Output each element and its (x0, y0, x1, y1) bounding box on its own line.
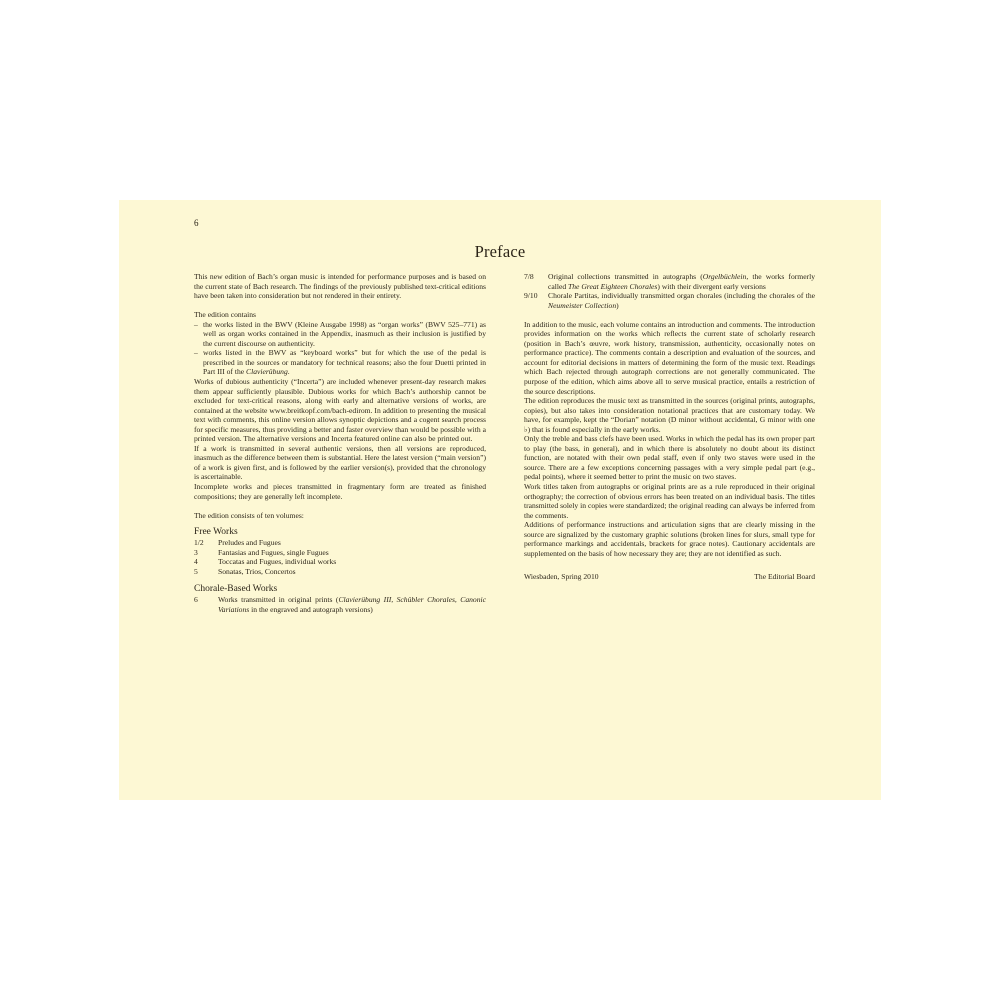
contains-heading: The edition contains (194, 310, 256, 320)
editorial-board-signature: The Editorial Board (754, 572, 815, 582)
intro-comments-paragraph: In addition to the music, each volume contains an introduction and comments. The introduction provides information on the works which reflects the current state of scholarly research (position in Bach’s œuvre, work history, transmission, authenticity, occasionally notes on performance practice). The comments contain a description and evaluation of the sources, and account for editorial decisions in matters of determining the form of the music text. Readings which Bach rejected through autograph corrections are not generally communicated. The purpose of the edition, which aims above all to serve musical practice, entails a restriction of the source descriptions. (524, 319, 815, 396)
place-date: Wiesbaden, Spring 2010 (524, 572, 599, 582)
music-text-paragraph: The edition reproduces the music text as transmitted in the sources (original prints, autographs, copies), but also takes into consideration notational practices that are customary today. We have, for example, kept the “Dorian” notation (D minor without accidental, G minor with one ♭) that is found especially in the early works. (524, 396, 815, 434)
signature-line (524, 572, 815, 582)
incomplete-paragraph: Incomplete works and pieces transmitted in fragmentary form are treated as finished compositions; they are generally left incomplete. (194, 481, 486, 501)
versions-paragraph: If a work is transmitted in several authentic versions, then all versions are reproduced, inasmuch as the difference between them is substantial. Here the latest version (“main version”) of a work is given first, and is followed by the earlier version(s), provided that the chronology is ascertainable. (194, 443, 486, 482)
clefs-paragraph: Only the treble and bass clefs have been used. Works in which the pedal has its own proper part to play (the bass, in general), and in which there is absolutely no doubt about its distinct function, are notated with their own pedal staff, even if only two staves were used in the source. There are a few exceptions concerning passages with a very simple pedal part (e.g., pedal points), where it seemed better to print the music on two staves. (524, 434, 815, 482)
titles-paragraph: Work titles taken from autographs or original prints are as a rule reproduced in their original orthography; the correction of obvious errors has been treated on an individual basis. The titles transmitted solely in copies were standardized; the original reading can always be inferred from the comments. (524, 481, 815, 520)
volume-row: 5 Sonatas, Trios, Concertos (194, 566, 296, 576)
volume-row: 9/10 Chorale Partitas, individually transmitted organ chorales (including the chorales of the Neumeister Collection) (524, 291, 815, 310)
volume-row: 6 Works transmitted in original prints (Clavierübung III, Schübler Chorales, Canonic Variations in the engraved and autograph versions) (194, 595, 487, 614)
list-item: – works listed in the BWV as “keyboard works” but for which the use of the pedal is prescribed in the sources or mandatory for technical reasons; also the four Duetti printed in Part III of the Clavierübung. (194, 348, 486, 377)
list-item: – the works listed in the BWV (Kleine Ausgabe 1998) as “organ works” (BWV 525–771) as well as organ works contained in the Appendix, inasmuch as their inclusion is justified by the current discourse on authenticity. (194, 319, 486, 348)
volumes-heading: The edition consists of ten volumes: (194, 510, 304, 520)
incerta-paragraph: Works of dubious authenticity (“Incerta”) are included whenever present-day research makes them appear sufficiently plausible. Dubious works for which Bach’s authorship cannot be excluded for text-critical reasons, along with early and alternative versions of works, are contained at the website www.breitkopf.com/bach-edirom. In addition to presenting the musical text with comments, this online version allows synoptic depictions and a cogent search process for specific measures, thus providing a better and faster overview than would be possible with a printed version. The alternative versions and Incerta featured online can also be printed out. (194, 376, 486, 444)
chorale-works-heading: Chorale-Based Works (194, 584, 278, 595)
volume-row: 1/2 Preludes and Fugues (194, 538, 281, 548)
volume-row: 3 Fantasias and Fugues, single Fugues (194, 547, 329, 557)
document-page (119, 200, 881, 800)
left-column (194, 272, 486, 614)
volume-row: 4 Toccatas and Fugues, individual works (194, 557, 337, 567)
page-number: 6 (194, 218, 199, 228)
bullet-organ-works: the works listed in the BWV (Kleine Ausgabe 1998) as “organ works” (BWV 525–771) as well as organ works contained in the Appendix, inasmuch as their inclusion is justified by the current discourse on authenticity. (203, 319, 486, 348)
right-column (524, 272, 815, 582)
page-title: Preface (474, 242, 526, 261)
additions-paragraph: Additions of performance instructions and articulation signs that are clearly missing in the source are signalized by the customary graphic solutions (broken lines for slurs, small type for performance markings and accidentals, brackets for grace notes). Cautionary accidentals are supplemented on the basis of how necessary they are; they are not identified as such. (524, 520, 815, 558)
intro-paragraph: This new edition of Bach’s organ music is intended for performance purposes and is based on the current state of Bach research. The findings of the previously published text-critical editions have been taken into consideration but not rendered in their entirety. (194, 272, 486, 301)
bullet-keyboard-works: works listed in the BWV as “keyboard works” but for which the use of the pedal is prescribed in the sources or mandatory for technical reasons; also the four Duetti printed in Part III of the Clavierübung. (203, 348, 486, 377)
free-works-heading: Free Works (194, 527, 238, 538)
volume-row: 7/8 Original collections transmitted in autographs (Orgelbüchlein, the works formerly called The Great Eighteen Chorales) with their divergent early versions (524, 272, 815, 291)
